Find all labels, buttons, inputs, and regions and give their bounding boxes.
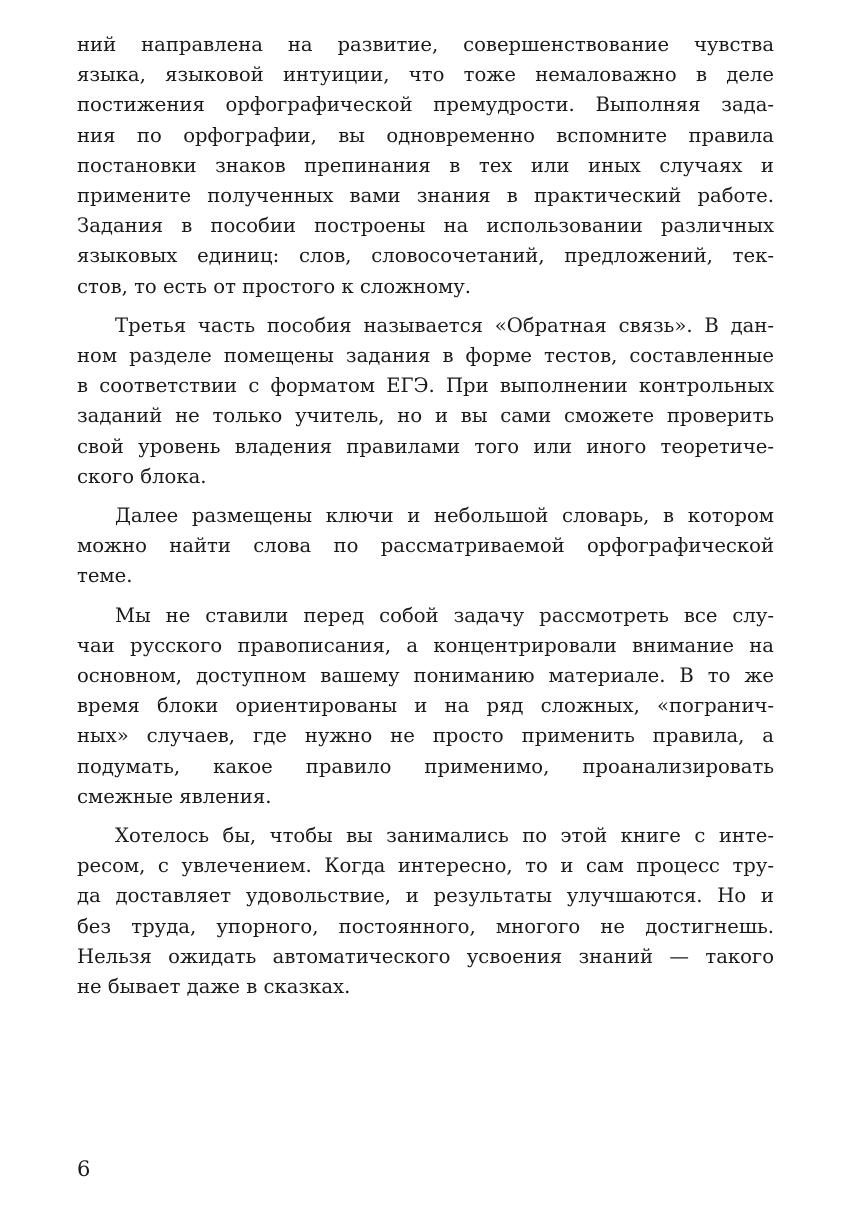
text-line: постановки знаков препинания в тех или иных случаях и bbox=[77, 153, 774, 177]
page-number: 6 bbox=[77, 1157, 91, 1181]
text-line: в соответствии с форматом ЕГЭ. При выполнении контрольных bbox=[77, 374, 774, 398]
page-body bbox=[77, 30, 774, 1011]
text-line: стов, то есть от простого к сложному. bbox=[77, 274, 471, 298]
text-line: смежные явления. bbox=[77, 784, 272, 808]
text-line: свой уровень владения правилами того или иного теоретиче- bbox=[77, 434, 774, 458]
text-line: ния по орфографии, вы одновременно вспомните правила bbox=[77, 123, 774, 147]
paragraph-1 bbox=[77, 30, 774, 302]
paragraph-2 bbox=[77, 311, 774, 492]
text-line: Хотелось бы, чтобы вы занимались по этой книге с инте- bbox=[115, 824, 774, 848]
text-line: можно найти слова по рассматриваемой орфографической bbox=[77, 534, 774, 558]
text-line: да доставляет удовольствие, и результаты улучшаются. Но и bbox=[77, 884, 774, 908]
text-line: основном, доступном вашему пониманию материале. В то же bbox=[77, 664, 774, 688]
text-line: Мы не ставили перед собой задачу рассмотреть все слу- bbox=[115, 603, 774, 627]
text-line: подумать, какое правило применимо, проанализировать bbox=[77, 754, 774, 778]
text-line: Задания в пособии построены на использовании различных bbox=[77, 214, 774, 238]
text-line: ном разделе помещены задания в форме тестов, составленные bbox=[77, 344, 774, 368]
text-line: Нельзя ожидать автоматического усвоения знаний — такого bbox=[77, 944, 774, 968]
paragraph-3 bbox=[77, 501, 774, 592]
text-line: время блоки ориентированы и на ряд сложных, «погранич- bbox=[77, 694, 774, 718]
text-line: без труда, упорного, постоянного, многого не достигнешь. bbox=[77, 914, 774, 938]
text-line: заданий не только учитель, но и вы сами сможете проверить bbox=[77, 404, 774, 428]
text-line: Третья часть пособия называется «Обратная связь». В дан- bbox=[115, 313, 774, 337]
text-line: языковых единиц: слов, словосочетаний, предложений, тек- bbox=[77, 244, 774, 268]
text-line: ний направлена на развитие, совершенствование чувства bbox=[77, 33, 774, 56]
paragraph-4 bbox=[77, 601, 774, 812]
text-line: примените полученных вами знания в практический работе. bbox=[77, 184, 774, 208]
paragraph-5 bbox=[77, 821, 774, 1002]
text-line: языка, языковой интуиции, что тоже немаловажно в деле bbox=[77, 63, 774, 87]
text-line: ных» случаев, где нужно не просто применить правила, а bbox=[77, 724, 774, 748]
text-line: постижения орфографической премудрости. Выполняя зада- bbox=[77, 93, 774, 117]
text-line: теме. bbox=[77, 564, 133, 588]
text-line: ского блока. bbox=[77, 464, 207, 488]
text-line: чаи русского правописания, а концентрировали внимание на bbox=[77, 633, 774, 657]
text-line: не бывает даже в сказках. bbox=[77, 975, 351, 999]
text-line: ресом, с увлечением. Когда интересно, то и сам процесс тру- bbox=[77, 854, 774, 878]
text-line: Далее размещены ключи и небольшой словарь, в котором bbox=[115, 504, 774, 528]
